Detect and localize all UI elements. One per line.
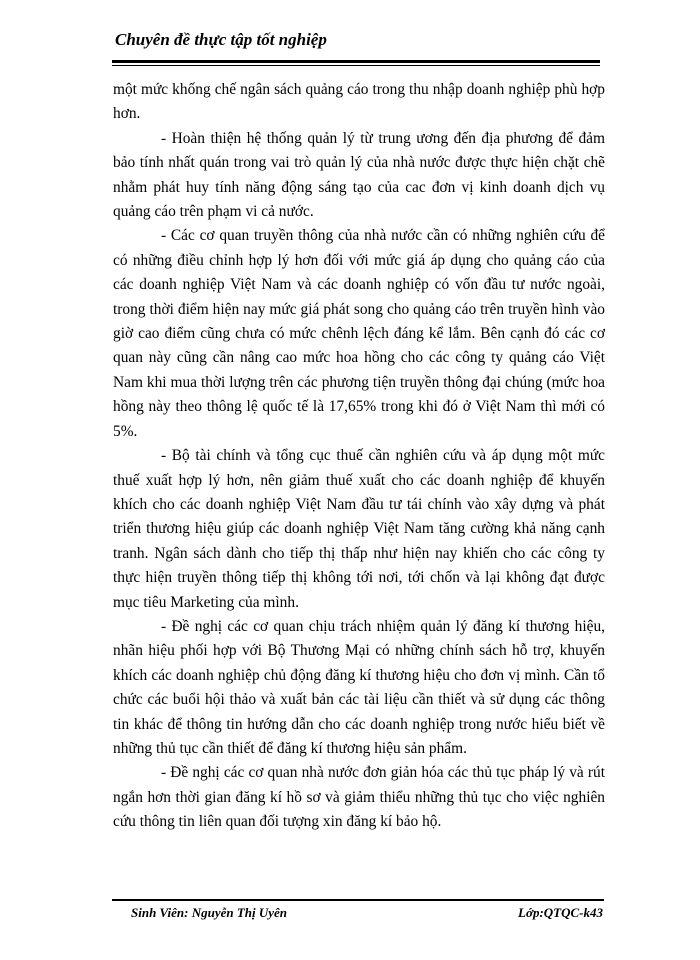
paragraph: - Đề nghị các cơ quan chịu trách nhiệm quản lý đăng kí thương hiệu, nhãn hiệu phối hợp với Bộ Thương Mại có những chính sách hỗ trợ, khuyến khích các doanh nghiệp chủ động đăng kí thương hiệu cho đơn vị mình. Cần tổ chức các buổi hội thảo và xuất bản các tài liệu cần thiết và sử dụng các thông tin khác để thông tin hướng dẫn cho các doanh nghiệp trong nước hiểu biết về những thủ tục cần thiết để đăng kí thương hiệu sản phẩm. xyxy=(113,617,605,757)
document-body xyxy=(113,78,605,835)
footer-class: Lớp:QTQC-k43 xyxy=(518,905,603,920)
paragraph: - Các cơ quan truyền thông của nhà nước cần có những nghiên cứu để có những điều chỉnh hợp lý hơn đối với mức giá áp dụng cho quảng cáo của các doanh nghiệp Việt Nam và các doanh nghiệp có vốn đầu tư nước ngoài, trong thời điểm hiện nay mức giá phát song cho quảng cáo trên truyền hình vào giờ cao điểm cũng chưa có mức chênh lệch đáng kể lắm. Bên cạnh đó các cơ quan này cũng cần nâng cao mức hoa hồng cho các công ty quảng cáo Việt Nam khi mua thời lượng trên các phương tiện truyền thông đại chúng (mức hoa hồng này theo thông lệ quốc tế là 17,65% trong khi đó ở Việt Nam thì mới có 5%. xyxy=(113,227,605,440)
header-title: Chuyên đề thực tập tốt nghiệp xyxy=(115,30,327,49)
header-rule-thin xyxy=(112,65,600,66)
header-rule-thick xyxy=(112,60,600,63)
paragraph: - Hoàn thiện hệ thống quản lý từ trung ương đến địa phương để đảm bảo tính nhất quán trong vai trò quản lý của nhà nước được thực hiện chặt chẽ nhằm phát huy tính năng động sáng tạo của cac đơn vị kinh doanh dịch vụ quảng cáo trên phạm vi cả nước. xyxy=(113,129,605,221)
paragraph: một mức khống chế ngân sách quảng cáo trong thu nhập doanh nghiệp phù hợp hơn. xyxy=(113,81,605,123)
footer-rule xyxy=(112,899,604,901)
paragraph: - Bộ tài chính và tổng cục thuế cần nghiên cứu và áp dụng một mức thuế xuất hợp lý hơn, nên giảm thuế xuất cho các doanh nghiệp để khuyến khích cho các doanh nghiệp Việt Nam đầu tư tái chính vào xây dựng và phát triển thương hiệu giúp các doanh nghiệp Việt Nam tăng cường khả năng cạnh tranh. Ngân sách dành cho tiếp thị thấp như hiện nay khiến cho các công ty thực hiện truyền thông tiếp thị không tới nơi, tới chốn và lại không đạt được mục tiêu Marketing của mình. xyxy=(113,447,605,611)
footer-student: Sinh Viên: Nguyễn Thị Uyên xyxy=(131,905,288,920)
paragraph: - Đề nghị các cơ quan nhà nước đơn giản hóa các thủ tục pháp lý và rút ngắn hơn thời gian đăng kí hồ sơ và giảm thiểu những thủ tục cho việc nghiên cứu thông tin liên quan đối tượng xin đăng kí bảo hộ. xyxy=(113,764,605,831)
